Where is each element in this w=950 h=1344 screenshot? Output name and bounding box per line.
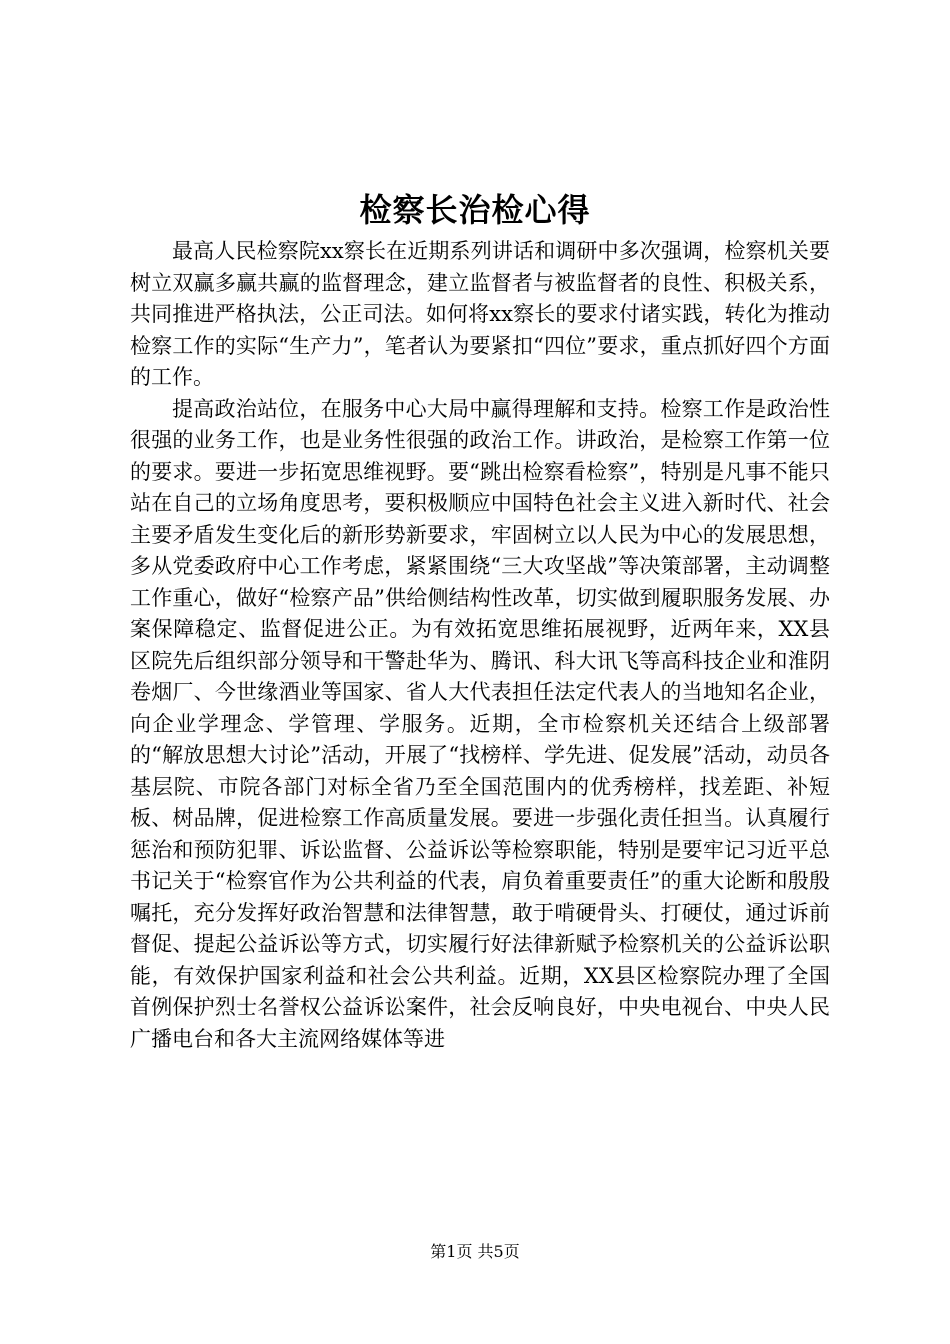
document-title: 检察长治检心得 — [359, 191, 591, 229]
page-number-footer: 第1页 共5页 — [430, 1242, 520, 1261]
paragraph-political-stance: 提高政治站位，在服务中心大局中赢得理解和支持。检察工作是政治性很强的业务工作，也是业务性很强的政治工作。讲政治，是检察工作第一位的要求。要进一步拓宽思维视野。要“跳出检察看检察”，特别是凡事不能只站在自己的立场角度思考，要积极顺应中国特色社会主义进入新时代、社会主要矛盾发生变化后的新形势新要求，牢固树立以人民为中心的发展思想，多从党委政府中心工作考虑，紧紧围绕“三大攻坚战”等决策部署，主动调整工作重心，做好“检察产品”供给侧结构性改革，切实做到履职服务发展、办案保障稳定、监督促进公正。为有效拓宽思维拓展视野，近两年来，XX县区院先后组织部分领导和干警赴华为、腾讯、科大讯飞等高科技企业和淮阴卷烟厂、今世缘酒业等国家、省人大代表担任法定代表人的当地知名企业，向企业学理念、学管理、学服务。近期，全市检察机关还结合上级部署的“解放思想大讨论”活动，开展了“找榜样、学先进、促发展”活动，动员各基层院、市院各部门对标全省乃至全国范围内的优秀榜样，找差距、补短板、树品牌，促进检察工作高质量发展。要进一步强化责任担当。认真履行惩治和预防犯罪、诉讼监督、公益诉讼等检察职能，特别是要牢记习近平总书记关于“检察官作为公共利益的代表，肩负着重要责任”的重大论断和殷殷嘱托，充分发挥好政治智慧和法律智慧，敢于啃硬骨头、打硬仗，通过诉前督促、提起公益诉讼等方式，切实履行好法律新赋予检察机关的公益诉讼职能，有效保护国家利益和社会公共利益。近期，XX县区检察院办理了全国首例保护烈士名誉权公益诉讼案件，社会反响良好，中央电视台、中央人民广播电台和各大主流网络媒体等进 — [130, 396, 830, 1051]
document-body — [130, 236, 830, 1055]
paragraph-intro: 最高人民检察院xx察长在近期系列讲话和调研中多次强调，检察机关要树立双赢多赢共赢的监督理念，建立监督者与被监督者的良性、积极关系，共同推进严格执法，公正司法。如何将xx察长的要求付诸实践，转化为推动检察工作的实际“生产力”，笔者认为要紧扣“四位”要求，重点抓好四个方面的工作。 — [130, 239, 830, 389]
